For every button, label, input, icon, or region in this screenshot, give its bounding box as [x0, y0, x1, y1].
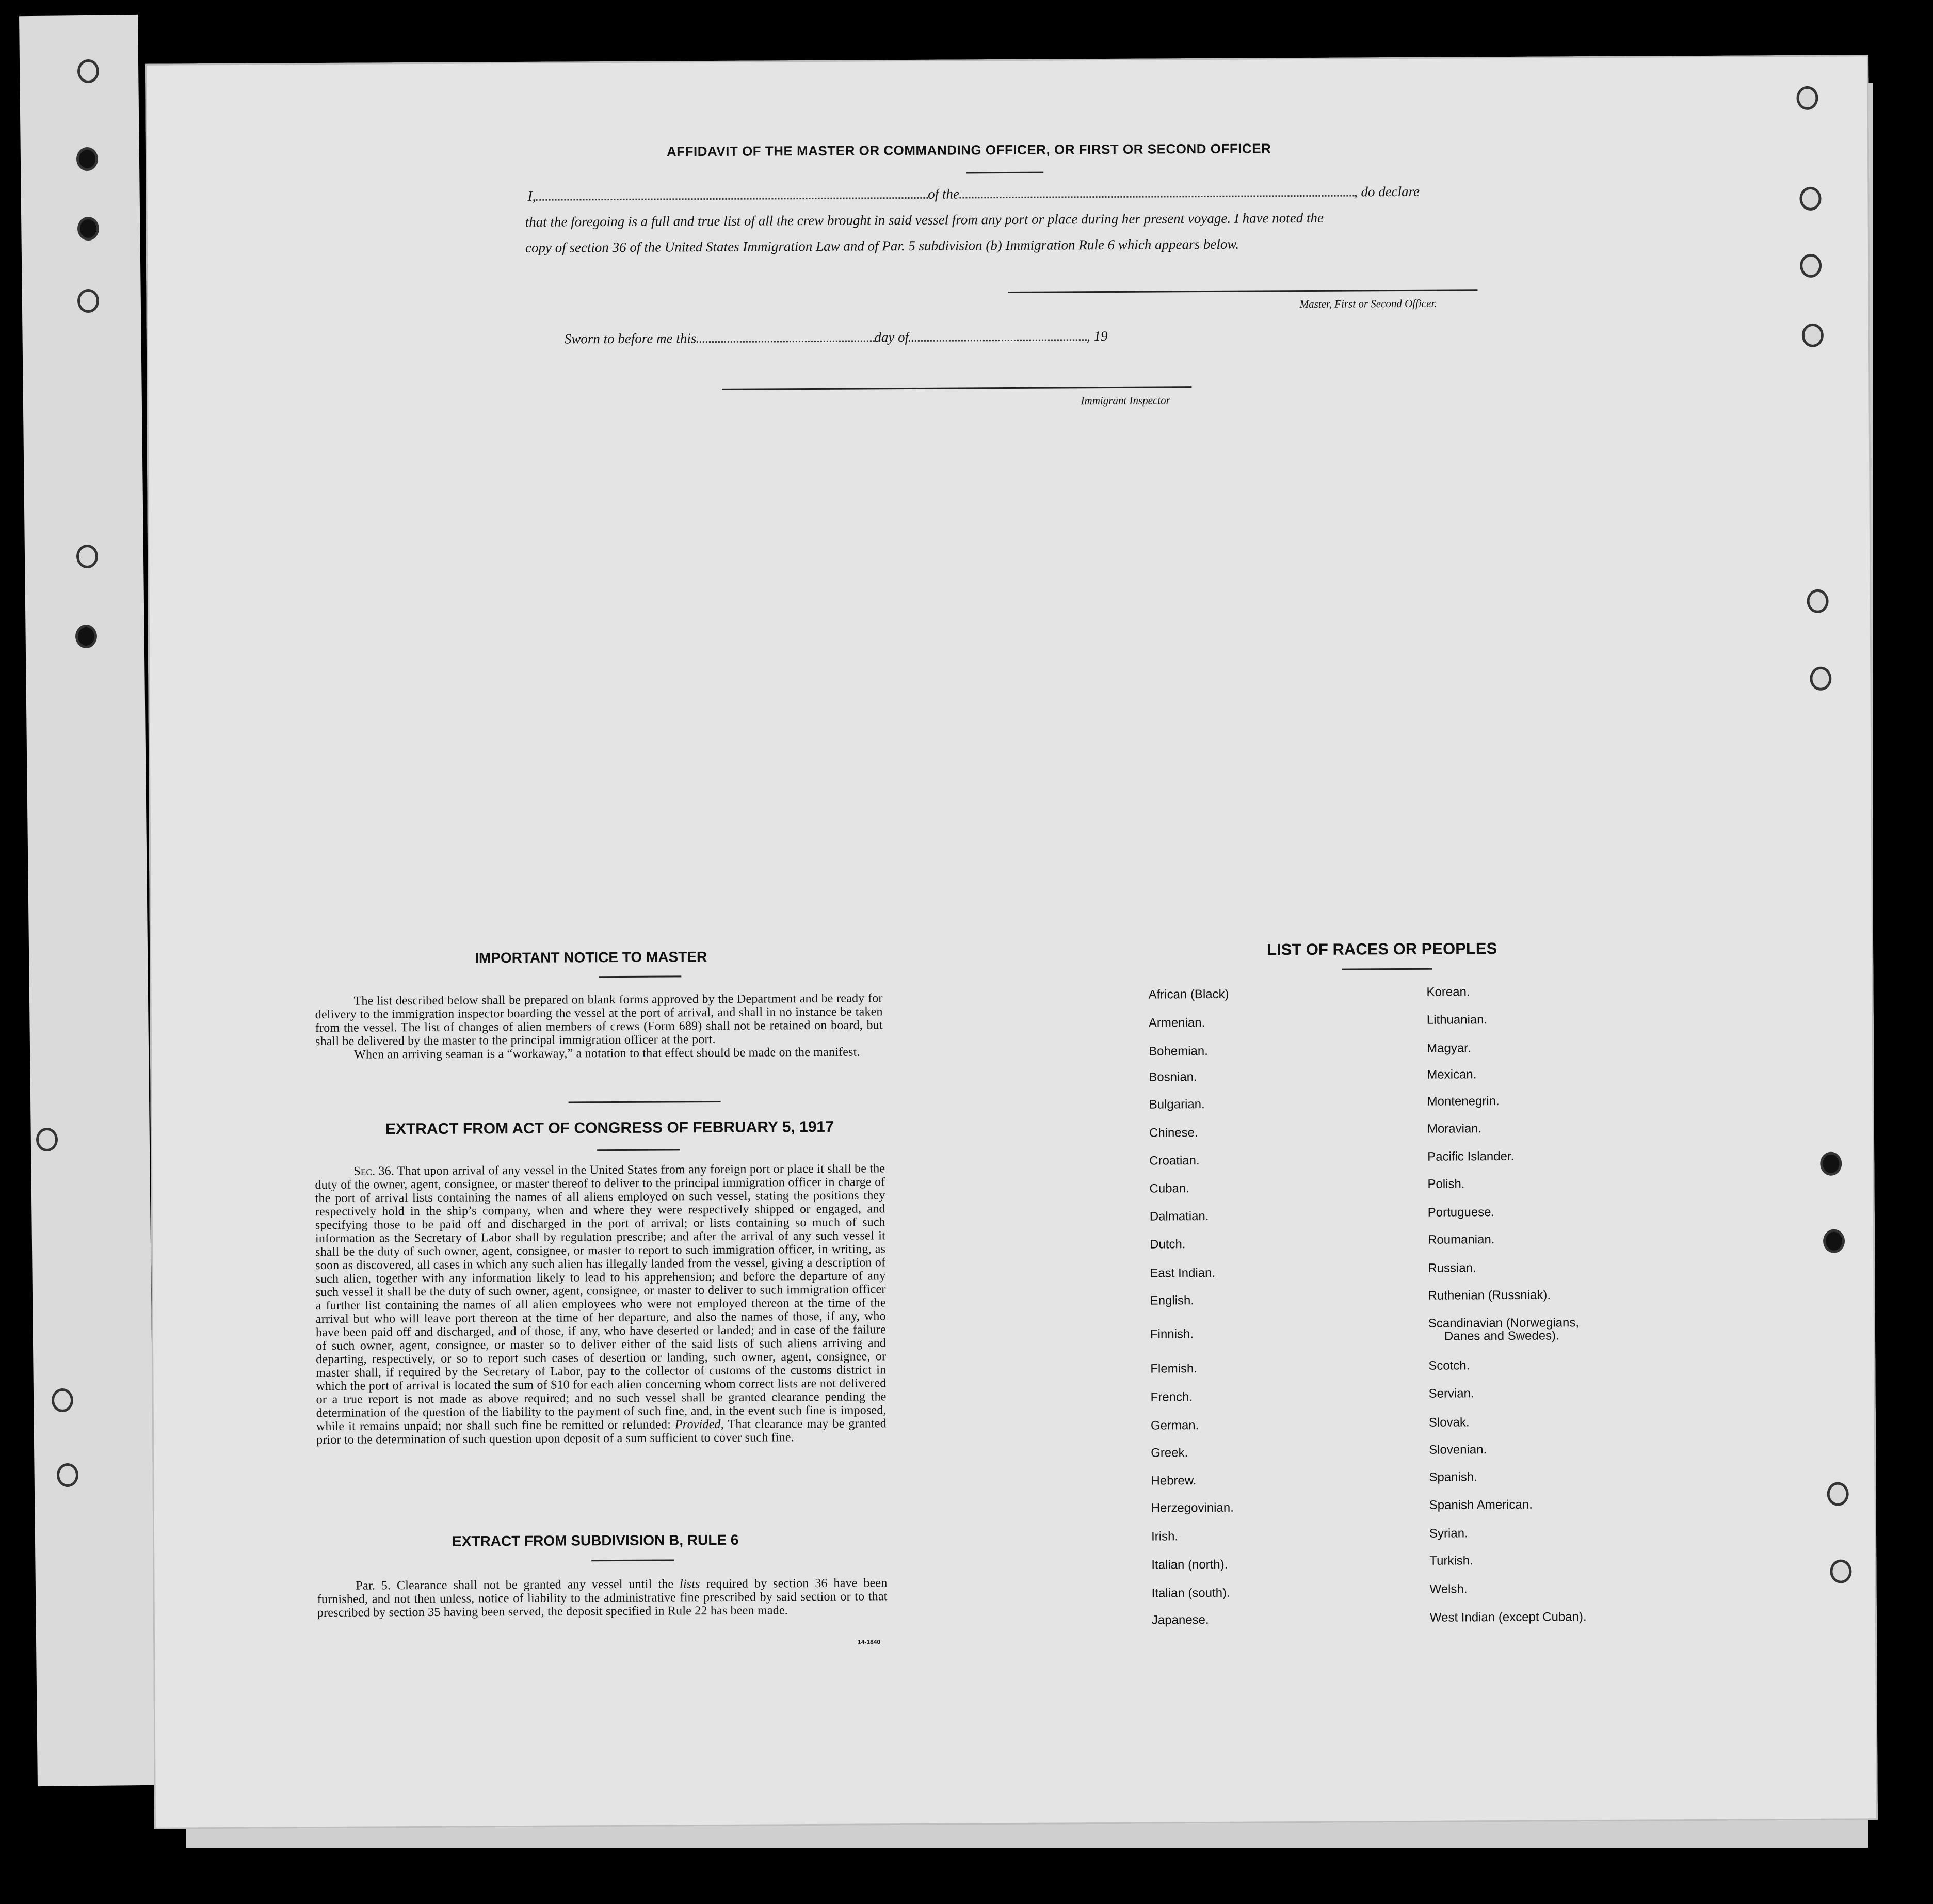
- binder-hole: [1820, 1152, 1842, 1176]
- binder-hole: [57, 1463, 78, 1487]
- manifest-page: [145, 55, 1878, 1829]
- races-title: LIST OF RACES OR PEOPLES: [1266, 939, 1497, 959]
- race-item: Servian.: [1428, 1386, 1474, 1401]
- race-item: French.: [1150, 1390, 1193, 1404]
- race-item: Dalmatian.: [1149, 1209, 1209, 1224]
- race-item: Greek.: [1151, 1446, 1188, 1460]
- race-item: Welsh.: [1429, 1582, 1468, 1596]
- inspector-signature-line: [722, 386, 1191, 390]
- name-blank: [536, 187, 928, 201]
- act-section-36-text: [315, 1162, 887, 1447]
- sec-label: Sec.: [353, 1164, 376, 1178]
- race-item: West Indian (except Cuban).: [1429, 1610, 1587, 1625]
- binder-hole: [1807, 589, 1828, 613]
- binder-hole: [1800, 254, 1822, 278]
- affidavit-i-label: I,: [527, 188, 536, 204]
- rule-par-5-b: required by section 36 have been furnished, and not then unless, notice of liability to the administrative fine prescribed by said section or to that prescribed by section 35 having been served, the deposit specified in Rule 22 has been made.: [317, 1576, 888, 1620]
- race-item: Dutch.: [1150, 1237, 1186, 1252]
- vessel-blank: [959, 185, 1354, 199]
- binder-hole: [1796, 86, 1818, 110]
- binder-hole: [1799, 187, 1821, 211]
- act-extract-title: EXTRACT FROM ACT OF CONGRESS OF FEBRUARY 5, 1917: [385, 1118, 834, 1138]
- affidavit-title: AFFIDAVIT OF THE MASTER OR COMMANDING OFFICER, OR FIRST OR SECOND OFFICER: [666, 140, 1271, 159]
- race-item: Irish.: [1151, 1529, 1179, 1544]
- affidavit-line-2: that the foregoing is a full and true list of all the crew brought in said vessel from any port or place during her present voyage. I have noted the: [525, 210, 1324, 230]
- race-item: Scandinavian (Norwegians,: [1428, 1316, 1580, 1331]
- race-item: East Indian.: [1150, 1266, 1216, 1281]
- race-item: Korean.: [1426, 985, 1470, 999]
- master-signature-line: [1008, 289, 1477, 293]
- binder-hole: [76, 147, 98, 171]
- race-item: Russian.: [1428, 1261, 1476, 1275]
- binder-hole: [1830, 1559, 1851, 1583]
- race-item: Italian (south).: [1151, 1586, 1230, 1601]
- race-item: Syrian.: [1429, 1526, 1468, 1541]
- binder-hole: [1823, 1229, 1845, 1253]
- act-section-36-body: 36. That upon arrival of any vessel in the United States from any foreign port or place it shall be the duty of the owner, agent, consignee, or master thereof to deliver to the principal immigration officer in charge of the port of arrival lists containing the names of all aliens employed on such vessel, stating the positions they respectively hold in the ship’s company, when and where they were respectively shipped or engaged, and specifying those to be paid off and discharged in the port of arrival; or lists containing so much of such information as the Secretary of Labor shall by regulation prescribe; and after the arrival of any such vessel it shall be the duty of such owner, agent, consignee, or master to report to such immigration officer, in writing, as soon as discovered, all cases in which any such alien has illegally landed from the vessel, giving a description of such alien, together with any information likely to lead to his apprehension; and before the departure of any such vessel it shall be the duty of such owner, agent, consignee, or master to deliver to such immigration officer a further list containing the names of all alien employees who were not employed thereon at the time of the arrival but who will leave port thereon at the time of her departure, and also the names of those, if any, who have been paid off and discharged, and of those, if any, who have deserted or landed; and in case of the failure of such owner, agent, consignee, or master so to deliver either of the said lists of such aliens arriving and departing, respectively, or so to report such cases of desertion or landing, such owner, agent, consignee, or master shall, if required by the Secretary of Labor, pay to the collector of customs of the customs district in which the port of arrival is located the sum of $10 for each alien concerning whom correct lists are not delivered or a true report is not made as above required; and no such vessel shall be granted clearance pending the determination of the question of the liability to the payment of such fine, and, in the event such fine is imposed, while it remains unpaid; nor shall such fine be remitted or refunded:: [315, 1162, 887, 1434]
- race-item: Scotch.: [1428, 1358, 1470, 1373]
- notice-paragraph-1: The list described below shall be prepared on blank forms approved by the Department and be ready for delivery to the immigration inspector boarding the vessel at the port of arrival, and shall in no instance be taken from the vessel. The list of changes of alien members of crews (Form 689) shall not be retained on board, but shall be delivered by the master to the principal immigration officer at the port.: [315, 991, 883, 1049]
- race-item: Herzegovinian.: [1151, 1500, 1234, 1515]
- notice-body: [315, 991, 883, 1062]
- race-item: African (Black): [1148, 987, 1229, 1002]
- race-item: Croatian.: [1149, 1154, 1200, 1168]
- act-extract-divider: [597, 1149, 680, 1151]
- binder-hole: [1827, 1482, 1849, 1506]
- affidavit-declaration-line: [527, 184, 1420, 204]
- rule-extract-body: [317, 1576, 887, 1620]
- act-section-36-tail: That clearance may be granted prior to the determination of such question upon deposit of a sum sufficient to cover such fine.: [316, 1417, 887, 1447]
- race-item: Polish.: [1427, 1177, 1465, 1191]
- race-item: Bosnian.: [1149, 1070, 1197, 1084]
- act-extract-body: [315, 1162, 887, 1447]
- binder-hole: [77, 59, 99, 83]
- section-divider: [569, 1101, 721, 1103]
- binder-hole: [75, 625, 97, 648]
- race-item: Pacific Islander.: [1427, 1149, 1515, 1164]
- binder-hole: [1810, 667, 1831, 691]
- sworn-line: [565, 328, 1108, 347]
- race-item: Japanese.: [1151, 1613, 1209, 1627]
- form-number: 14-1840: [858, 1638, 881, 1646]
- binder-hole: [76, 545, 98, 568]
- master-signature-caption: Master, First or Second Officer.: [1299, 297, 1437, 311]
- binder-hole: [36, 1128, 58, 1151]
- race-item: Armenian.: [1148, 1016, 1205, 1030]
- affidavit-line-3: copy of section 36 of the United States Immigration Law and of Par. 5 subdivision (b) Immigration Rule 6 which appears below.: [525, 236, 1239, 255]
- title-divider: [966, 172, 1043, 174]
- race-item: English.: [1150, 1293, 1195, 1308]
- race-item: Montenegrin.: [1427, 1094, 1500, 1109]
- sworn-month-blank: [909, 329, 1087, 342]
- race-item: Slovak.: [1428, 1415, 1470, 1430]
- race-item: Magyar.: [1427, 1041, 1471, 1055]
- sworn-label: Sworn to before me this: [564, 330, 697, 347]
- day-of-label: day of: [874, 329, 909, 345]
- race-item: Bulgarian.: [1149, 1097, 1205, 1112]
- rule-extract-title: EXTRACT FROM SUBDIVISION B, RULE 6: [452, 1531, 739, 1549]
- race-item: Portuguese.: [1427, 1205, 1495, 1220]
- race-item: Roumanian.: [1427, 1233, 1495, 1247]
- race-item: Moravian.: [1427, 1122, 1482, 1136]
- race-item: German.: [1150, 1418, 1199, 1433]
- race-item: Bohemian.: [1149, 1044, 1208, 1059]
- rule-par-5-text: [317, 1576, 887, 1620]
- race-item: Hebrew.: [1151, 1474, 1197, 1488]
- binder-hole: [1802, 324, 1824, 347]
- lists-label: lists: [679, 1577, 700, 1591]
- races-divider: [1342, 968, 1432, 970]
- rule-extract-divider: [591, 1559, 674, 1561]
- race-item: Ruthenian (Russniak).: [1428, 1288, 1551, 1303]
- race-item: Finnish.: [1150, 1327, 1194, 1341]
- race-item: Lithuanian.: [1426, 1013, 1488, 1027]
- inspector-signature-caption: Immigrant Inspector: [1081, 394, 1170, 407]
- of-the-label: of the: [928, 186, 959, 202]
- race-item: Spanish American.: [1429, 1497, 1533, 1512]
- rule-par-5-a: Par. 5. Clearance shall not be granted any vessel until the: [356, 1577, 674, 1593]
- notice-title: IMPORTANT NOTICE TO MASTER: [475, 949, 707, 966]
- race-item: Turkish.: [1429, 1554, 1473, 1568]
- race-item: Danes and Swedes).: [1444, 1329, 1559, 1343]
- race-item: Mexican.: [1427, 1067, 1477, 1082]
- race-item: Cuban.: [1149, 1181, 1189, 1196]
- year-label: , 19: [1087, 328, 1108, 344]
- race-item: Italian (north).: [1151, 1557, 1228, 1572]
- race-item: Chinese.: [1149, 1126, 1198, 1140]
- race-item: Flemish.: [1150, 1362, 1198, 1376]
- do-declare-label: , do declare: [1354, 183, 1420, 200]
- notice-paragraph-2: When an arriving seaman is a “workaway,” a notation to that effect should be made on the manifest.: [354, 1045, 860, 1062]
- race-item: Slovenian.: [1429, 1443, 1487, 1457]
- binder-hole: [52, 1388, 73, 1412]
- notice-divider: [599, 975, 681, 978]
- binder-hole: [77, 289, 99, 313]
- binder-hole: [77, 217, 99, 241]
- underlying-sheet-strip: [19, 15, 156, 1786]
- provided-label: Provided,: [674, 1417, 724, 1432]
- sworn-day-blank: [696, 330, 874, 343]
- race-item: Spanish.: [1429, 1470, 1477, 1484]
